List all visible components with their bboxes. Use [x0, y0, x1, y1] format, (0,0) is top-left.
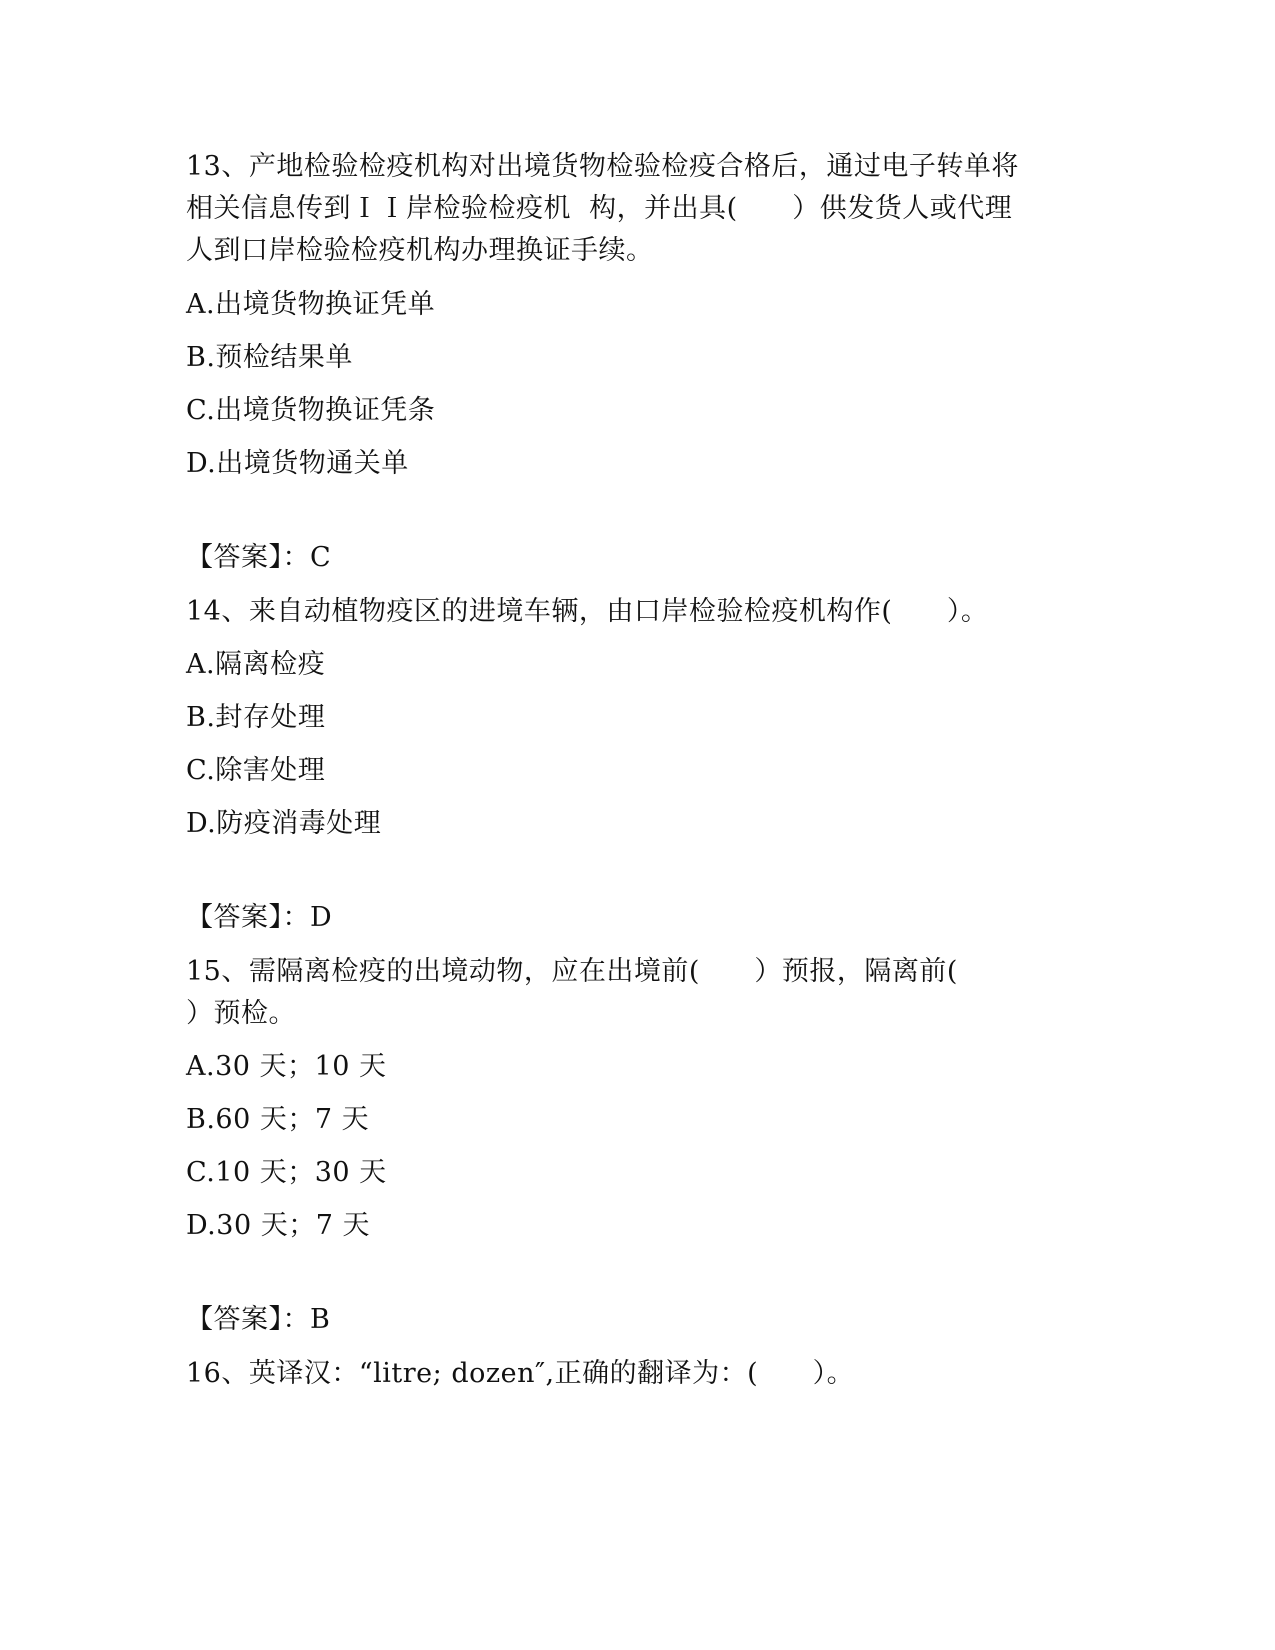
question-15-option-b: B.60 天；7 天 — [186, 1104, 370, 1135]
question-15-option-d: D.30 天；7 天 — [186, 1210, 370, 1241]
question-13-option-b: B.预检结果单 — [186, 342, 353, 373]
question-13-option-a: A.出境货物换证凭单 — [186, 289, 436, 320]
question-15-stem-line-1: 15、需隔离检疫的出境动物，应在出境前( ）预报，隔离前( — [186, 956, 958, 987]
question-13-answer: 【答案】：C — [186, 542, 332, 573]
question-15-option-c: C.10 天；30 天 — [186, 1157, 387, 1188]
question-13-stem-line-1: 13、产地检验检疫机构对出境货物检验检疫合格后，通过电子转单将 — [186, 151, 1019, 182]
question-14-option-b: B.封存处理 — [186, 702, 326, 733]
question-13-stem-line-3: 人到口岸检验检疫机构办理换证手续。 — [186, 235, 654, 266]
question-14-option-a: A.隔离检疫 — [186, 649, 326, 680]
question-14-stem-line-1: 14、来自动植物疫区的进境车辆，由口岸检验检疫机构作( ）。 — [186, 596, 989, 627]
question-16-stem-line-1: 16、英译汉：“litre; dozen″,正确的翻译为：( ）。 — [186, 1358, 855, 1389]
question-13-stem-line-2: 相关信息传到ＩＩ岸检验检疫机 构，并出具( ）供发货人或代理 — [186, 193, 1013, 224]
question-15-option-a: A.30 天；10 天 — [186, 1051, 387, 1082]
question-13-option-d: D.出境货物通关单 — [186, 448, 409, 479]
question-14-option-c: C.除害处理 — [186, 755, 326, 786]
question-15-stem-line-2: ）预检。 — [186, 998, 296, 1029]
question-13-option-c: C.出境货物换证凭条 — [186, 395, 436, 426]
question-14-option-d: D.防疫消毒处理 — [186, 808, 382, 839]
question-15-answer: 【答案】：B — [186, 1304, 331, 1335]
question-14-answer: 【答案】：D — [186, 902, 333, 933]
